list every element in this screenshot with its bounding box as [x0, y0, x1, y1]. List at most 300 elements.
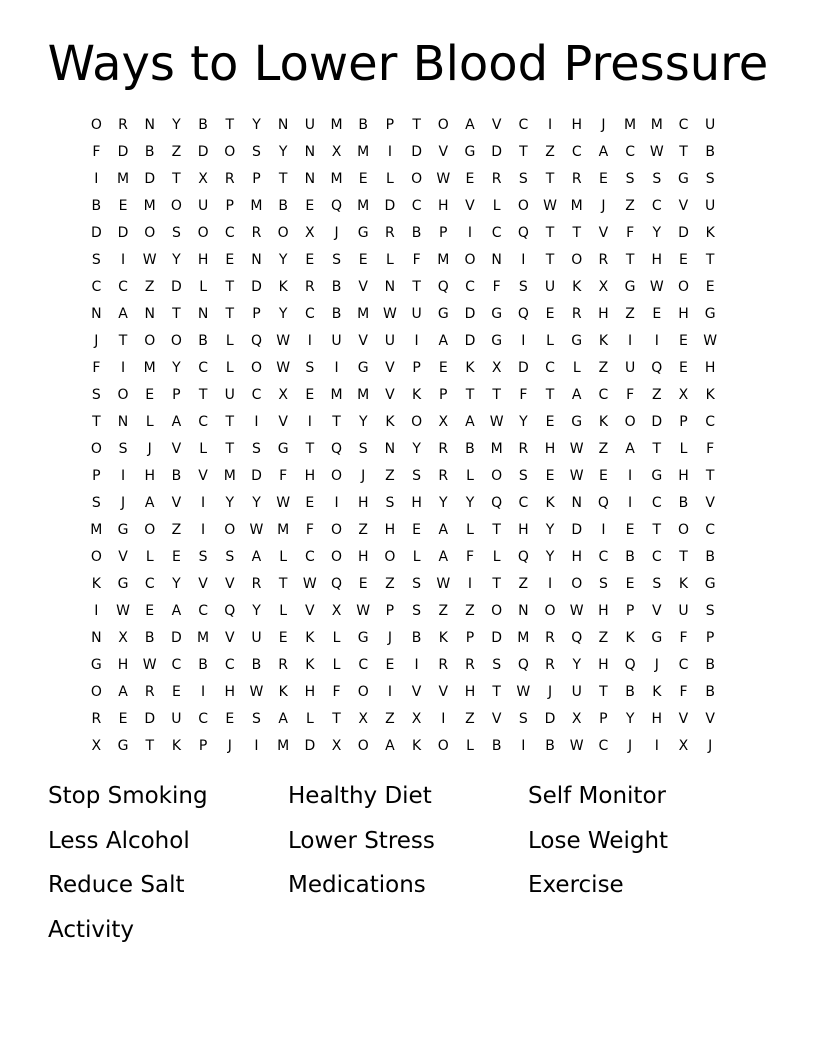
grid-letter: B — [678, 495, 689, 511]
word-list-item: Stop Smoking — [48, 783, 208, 809]
grid-letter: X — [331, 144, 342, 160]
word-list-item: Healthy Diet — [288, 783, 432, 809]
grid-letter: I — [521, 738, 526, 754]
grid-letter: I — [254, 414, 259, 430]
grid-letter: N — [144, 306, 155, 322]
word-list-item: Less Alcohol — [48, 827, 190, 854]
grid-letter: X — [411, 711, 422, 727]
grid-letter: H — [144, 468, 155, 484]
grid-letter: F — [492, 279, 501, 295]
grid-letter: R — [571, 171, 582, 187]
grid-letter: T — [225, 414, 235, 430]
grid-letter: C — [198, 360, 208, 376]
grid-letter: T — [92, 414, 101, 430]
grid-letter: I — [628, 495, 633, 511]
grid-letter: C — [678, 117, 689, 133]
grid-letter: E — [679, 252, 688, 268]
grid-letter: W — [543, 198, 557, 214]
grid-letter: H — [651, 711, 663, 727]
grid-letter: N — [277, 117, 289, 133]
grid-letter: P — [225, 198, 234, 214]
grid-letter: E — [145, 387, 155, 403]
grid-letter: Z — [385, 468, 395, 484]
grid-letter: B — [411, 630, 422, 646]
grid-letter: S — [518, 468, 528, 484]
grid-letter: T — [225, 117, 235, 133]
grid-letter: M — [197, 630, 210, 646]
grid-letter: H — [571, 117, 582, 133]
grid-letter: F — [626, 225, 635, 241]
grid-letter: T — [198, 387, 208, 403]
grid-letter: T — [652, 441, 662, 457]
grid-letter: M — [437, 252, 450, 268]
grid-letter: C — [491, 225, 502, 241]
grid-letter: V — [358, 279, 368, 295]
grid-letter: E — [705, 279, 715, 295]
grid-letter: D — [90, 225, 102, 241]
grid-letter: H — [357, 495, 369, 511]
grid-letter: S — [598, 576, 608, 592]
grid-letter: C — [358, 657, 369, 673]
grid-letter: M — [277, 522, 290, 538]
grid-letter: P — [625, 603, 635, 619]
grid-letter: O — [170, 198, 182, 214]
grid-letter: F — [626, 387, 635, 403]
grid-letter: U — [571, 684, 582, 700]
grid-letter: S — [518, 171, 528, 187]
grid-letter: I — [201, 495, 206, 511]
grid-letter: O — [144, 522, 156, 538]
grid-letter: Q — [517, 549, 529, 565]
grid-letter: Y — [545, 522, 555, 538]
grid-letter: M — [357, 306, 370, 322]
grid-letter: K — [305, 657, 315, 673]
grid-letter: B — [278, 198, 288, 214]
grid-letter: Y — [252, 117, 261, 133]
grid-letter: Y — [172, 576, 181, 592]
grid-letter: O — [357, 738, 369, 754]
grid-letter: O — [677, 279, 689, 295]
grid-letter: C — [465, 279, 475, 295]
grid-letter: P — [465, 630, 475, 646]
grid-letter: U — [544, 279, 556, 295]
grid-letter: Z — [545, 144, 555, 160]
grid-letter: H — [224, 684, 236, 700]
grid-letter: E — [545, 306, 555, 322]
grid-letter: Z — [625, 306, 635, 322]
grid-letter: V — [385, 387, 395, 403]
grid-letter: Z — [358, 522, 369, 538]
grid-letter: S — [171, 225, 181, 241]
grid-letter: E — [625, 522, 635, 538]
grid-letter: I — [201, 684, 206, 700]
grid-letter: O — [437, 738, 449, 754]
grid-letter: Y — [172, 360, 181, 376]
grid-letter: V — [305, 603, 315, 619]
grid-letter: P — [599, 711, 608, 727]
grid-letter: M — [357, 387, 370, 403]
grid-letter: D — [678, 225, 689, 241]
grid-letter: J — [708, 738, 713, 754]
grid-letter: D — [571, 522, 583, 538]
grid-letter: W — [436, 171, 451, 187]
grid-letter: R — [251, 225, 262, 241]
grid-letter: B — [465, 441, 475, 457]
grid-letter: D — [411, 144, 422, 160]
grid-letter: X — [678, 387, 689, 403]
grid-letter: G — [437, 306, 449, 322]
grid-letter: Q — [437, 279, 449, 295]
grid-letter: Z — [465, 603, 475, 619]
grid-letter: N — [384, 441, 396, 457]
grid-letter: E — [118, 711, 128, 727]
grid-letter: N — [117, 414, 129, 430]
grid-letter: S — [332, 252, 341, 268]
grid-letter: Z — [651, 387, 662, 403]
grid-letter: A — [385, 738, 395, 754]
grid-letter: B — [331, 306, 342, 322]
grid-letter: J — [120, 495, 126, 511]
grid-letter: L — [332, 630, 341, 646]
grid-letter: O — [491, 603, 503, 619]
grid-letter: E — [278, 630, 288, 646]
grid-letter: D — [491, 630, 503, 646]
grid-letter: Q — [491, 495, 503, 511]
grid-letter: L — [386, 171, 394, 187]
grid-letter: X — [358, 711, 369, 727]
grid-letter: E — [358, 576, 368, 592]
grid-letter: K — [171, 738, 181, 754]
grid-letter: I — [521, 333, 526, 349]
grid-letter: W — [569, 738, 584, 754]
grid-letter: T — [705, 252, 715, 268]
grid-letter: H — [197, 252, 209, 268]
grid-letter: X — [438, 414, 449, 430]
grid-letter: Z — [438, 603, 449, 619]
grid-letter: S — [385, 495, 395, 511]
grid-letter: O — [544, 603, 556, 619]
grid-letter: A — [251, 549, 262, 565]
grid-letter: F — [92, 144, 101, 160]
word-list-item: Medications — [288, 872, 426, 898]
grid-letter: W — [703, 333, 718, 349]
grid-letter: G — [651, 630, 663, 646]
grid-letter: H — [598, 603, 609, 619]
grid-letter: B — [491, 738, 502, 754]
grid-letter: T — [412, 279, 421, 295]
grid-letter: L — [572, 360, 581, 376]
grid-letter: T — [225, 279, 235, 295]
grid-letter: R — [545, 630, 555, 646]
grid-letter: T — [278, 171, 288, 187]
grid-letter: Y — [519, 414, 528, 430]
grid-letter: W — [569, 468, 584, 484]
grid-letter: M — [90, 522, 103, 538]
grid-letter: Y — [278, 306, 288, 322]
word-list-item: Exercise — [528, 872, 624, 898]
grid-letter: N — [491, 252, 502, 268]
grid-letter: A — [438, 549, 449, 565]
grid-letter: N — [304, 144, 316, 160]
grid-letter: D — [251, 279, 262, 295]
grid-letter: E — [652, 306, 662, 322]
grid-letter: Z — [598, 441, 609, 457]
grid-letter: B — [198, 333, 208, 349]
grid-letter: A — [625, 441, 635, 457]
grid-letter: G — [357, 225, 369, 241]
grid-letter: L — [305, 711, 314, 727]
grid-letter: D — [117, 225, 129, 241]
grid-letter: T — [545, 387, 555, 403]
grid-letter: U — [331, 333, 342, 349]
grid-letter: S — [252, 441, 261, 457]
grid-letter: C — [304, 306, 315, 322]
grid-letter: E — [385, 657, 395, 673]
grid-letter: Q — [651, 360, 663, 376]
grid-letter: Q — [331, 441, 343, 457]
grid-letter: E — [145, 603, 155, 619]
grid-letter: K — [438, 630, 448, 646]
grid-letter: G — [491, 306, 503, 322]
grid-letter: H — [438, 198, 449, 214]
grid-letter: G — [571, 333, 583, 349]
grid-letter: J — [654, 657, 659, 673]
grid-letter: T — [172, 171, 181, 187]
grid-letter: H — [678, 468, 689, 484]
grid-letter: E — [305, 252, 315, 268]
grid-letter: P — [679, 414, 688, 430]
grid-letter: K — [572, 279, 582, 295]
grid-letter: Z — [171, 144, 182, 160]
grid-letter: I — [628, 333, 633, 349]
grid-letter: D — [491, 144, 503, 160]
grid-letter: B — [625, 684, 635, 700]
grid-letter: K — [412, 387, 422, 403]
grid-letter: D — [144, 711, 156, 727]
grid-letter: Y — [439, 495, 448, 511]
grid-letter: E — [465, 171, 475, 187]
grid-letter: X — [118, 630, 128, 646]
grid-letter: K — [705, 387, 715, 403]
grid-letter: U — [224, 387, 235, 403]
grid-letter: J — [547, 684, 553, 700]
grid-letter: C — [705, 522, 716, 538]
grid-letter: T — [679, 549, 688, 565]
grid-letter: C — [411, 198, 422, 214]
grid-letter: M — [517, 630, 530, 646]
grid-letter: E — [625, 576, 635, 592]
grid-letter: J — [361, 468, 366, 484]
grid-letter: X — [278, 387, 288, 403]
grid-letter: L — [279, 603, 288, 619]
grid-letter: F — [332, 684, 341, 700]
grid-letter: M — [330, 387, 343, 403]
grid-letter: V — [598, 225, 609, 241]
grid-letter: Y — [412, 441, 421, 457]
grid-letter: X — [678, 738, 689, 754]
grid-letter: O — [331, 522, 343, 538]
grid-letter: W — [569, 441, 584, 457]
grid-letter: D — [171, 630, 182, 646]
grid-letter: O — [90, 549, 102, 565]
grid-letter: P — [705, 630, 715, 646]
grid-letter: V — [705, 711, 715, 727]
grid-letter: O — [411, 171, 423, 187]
grid-letter: B — [144, 144, 155, 160]
grid-letter: S — [652, 171, 662, 187]
grid-letter: Y — [465, 495, 475, 511]
grid-letter: Z — [518, 576, 529, 592]
grid-letter: Y — [625, 711, 635, 727]
grid-letter: O — [90, 684, 102, 700]
grid-letter: C — [91, 279, 102, 295]
grid-letter: N — [251, 252, 262, 268]
grid-letter: K — [678, 576, 689, 592]
grid-letter: O — [170, 333, 182, 349]
grid-letter: C — [625, 144, 635, 160]
grid-letter: W — [356, 603, 371, 619]
grid-letter: F — [706, 441, 715, 457]
grid-letter: I — [547, 576, 553, 592]
grid-letter: I — [601, 522, 606, 538]
grid-letter: M — [277, 738, 290, 754]
grid-letter: B — [705, 684, 715, 700]
word-list-item: Activity — [48, 916, 135, 943]
grid-letter: M — [330, 171, 343, 187]
grid-letter: G — [117, 738, 129, 754]
grid-letter: G — [704, 306, 716, 322]
grid-letter: S — [412, 603, 422, 619]
grid-letter: C — [598, 738, 609, 754]
grid-letter: G — [678, 171, 689, 187]
grid-letter: S — [198, 549, 208, 565]
grid-letter: M — [357, 144, 370, 160]
grid-letter: G — [704, 576, 716, 592]
grid-letter: W — [489, 414, 504, 430]
grid-letter: E — [545, 468, 555, 484]
grid-letter: G — [571, 414, 583, 430]
grid-letter: A — [438, 333, 449, 349]
grid-letter: V — [465, 198, 475, 214]
grid-letter: S — [252, 144, 261, 160]
grid-letter: Q — [250, 333, 262, 349]
grid-letter: L — [466, 522, 474, 538]
grid-letter: J — [601, 198, 606, 214]
grid-letter: V — [171, 441, 182, 457]
grid-letter: C — [651, 549, 662, 565]
grid-letter: V — [438, 144, 449, 160]
grid-letter: O — [117, 387, 129, 403]
grid-letter: U — [705, 198, 716, 214]
grid-letter: O — [491, 468, 503, 484]
grid-letter: E — [438, 360, 448, 376]
grid-letter: S — [518, 711, 528, 727]
grid-letter: J — [94, 333, 99, 349]
grid-letter: L — [386, 252, 394, 268]
grid-letter: T — [545, 252, 555, 268]
grid-letter: D — [517, 360, 529, 376]
grid-letter: H — [304, 468, 316, 484]
grid-letter: E — [358, 252, 368, 268]
grid-letter: D — [384, 198, 396, 214]
grid-letter: W — [649, 279, 664, 295]
grid-letter: Q — [517, 306, 529, 322]
grid-letter: L — [145, 549, 154, 565]
grid-letter: E — [305, 495, 315, 511]
grid-letter: G — [357, 360, 369, 376]
grid-letter: Z — [385, 711, 395, 727]
grid-letter: Y — [278, 144, 288, 160]
grid-letter: F — [679, 630, 688, 646]
grid-letter: S — [705, 603, 715, 619]
grid-letter: A — [278, 711, 288, 727]
grid-letter: V — [491, 117, 502, 133]
grid-letter: N — [518, 603, 529, 619]
grid-letter: S — [225, 549, 235, 565]
grid-letter: A — [465, 117, 475, 133]
grid-letter: O — [437, 117, 449, 133]
grid-letter: S — [652, 576, 662, 592]
grid-letter: K — [545, 495, 555, 511]
grid-letter: D — [464, 306, 476, 322]
grid-letter: F — [519, 387, 528, 403]
grid-letter: F — [92, 360, 101, 376]
grid-letter: D — [144, 171, 156, 187]
grid-letter: X — [331, 603, 342, 619]
grid-letter: I — [628, 468, 633, 484]
grid-letter: L — [225, 333, 234, 349]
grid-letter: U — [197, 198, 209, 214]
grid-letter: E — [225, 711, 235, 727]
grid-letter: S — [625, 171, 635, 187]
grid-letter: P — [412, 360, 421, 376]
grid-letter: I — [467, 576, 473, 592]
grid-letter: P — [92, 468, 101, 484]
grid-letter: Z — [144, 279, 155, 295]
grid-letter: Z — [598, 360, 609, 376]
grid-letter: V — [385, 360, 395, 376]
grid-letter: W — [116, 603, 130, 619]
grid-letter: R — [278, 657, 289, 673]
grid-letter: R — [251, 576, 262, 592]
grid-letter: M — [223, 468, 236, 484]
grid-letter: C — [651, 495, 662, 511]
grid-letter: I — [120, 360, 126, 376]
grid-letter: T — [278, 576, 288, 592]
grid-letter: M — [116, 171, 130, 187]
grid-letter: F — [465, 549, 474, 565]
grid-letter: T — [519, 144, 528, 160]
grid-letter: V — [198, 468, 208, 484]
grid-letter: I — [467, 225, 473, 241]
grid-letter: K — [598, 414, 608, 430]
grid-letter: D — [304, 738, 316, 754]
grid-letter: L — [492, 198, 501, 214]
grid-letter: C — [545, 360, 555, 376]
grid-letter: P — [385, 603, 395, 619]
grid-letter: T — [599, 684, 608, 700]
grid-letter: L — [546, 333, 554, 349]
grid-letter: T — [705, 468, 715, 484]
grid-letter: B — [331, 279, 342, 295]
grid-letter: G — [491, 333, 503, 349]
grid-letter: W — [302, 576, 317, 592]
grid-letter: Y — [572, 657, 581, 673]
grid-letter: I — [387, 144, 392, 160]
grid-letter: A — [171, 414, 182, 430]
grid-letter: V — [224, 630, 235, 646]
grid-letter: B — [411, 225, 422, 241]
